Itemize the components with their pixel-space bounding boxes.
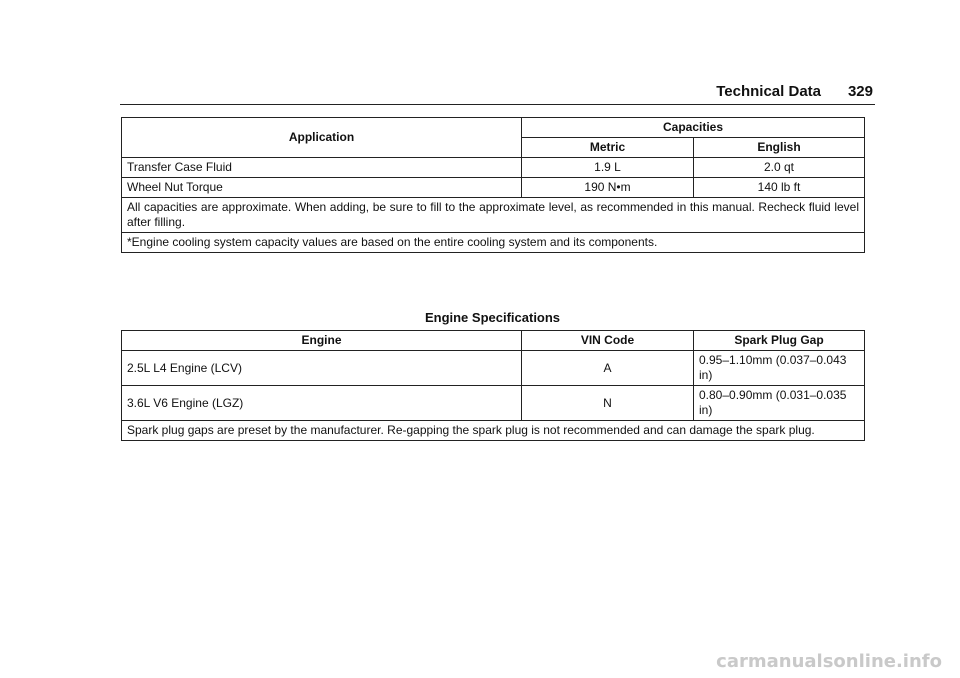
cooling-note: *Engine cooling system capacity values are based on the entire cooling system and its components. bbox=[122, 233, 865, 253]
english-cell: 140 lb ft bbox=[694, 178, 865, 198]
table-row bbox=[122, 351, 865, 386]
engine-cell: 3.6L V6 Engine (LGZ) bbox=[122, 386, 522, 421]
metric-header: Metric bbox=[522, 138, 694, 158]
engine-cell: 2.5L L4 Engine (LCV) bbox=[122, 351, 522, 386]
capacities-header: Capacities bbox=[522, 118, 865, 138]
vin-header: VIN Code bbox=[522, 331, 694, 351]
engine-specs-table bbox=[121, 330, 865, 441]
page-number: 329 bbox=[847, 83, 873, 100]
table-row bbox=[122, 158, 865, 178]
english-header: English bbox=[694, 138, 865, 158]
metric-cell: 190 N•m bbox=[522, 178, 694, 198]
engine-header: Engine bbox=[122, 331, 522, 351]
page-header bbox=[120, 82, 875, 105]
gap-header: Spark Plug Gap bbox=[694, 331, 865, 351]
gap-cell: 0.95–1.10mm (0.037–0.043 in) bbox=[694, 351, 865, 386]
vin-cell: N bbox=[522, 386, 694, 421]
watermark: carmanualsonline.info bbox=[716, 651, 942, 672]
capacities-table bbox=[121, 117, 865, 253]
table-header-row bbox=[122, 331, 865, 351]
table-row bbox=[122, 178, 865, 198]
application-cell: Transfer Case Fluid bbox=[122, 158, 522, 178]
note-row bbox=[122, 198, 865, 233]
english-cell: 2.0 qt bbox=[694, 158, 865, 178]
note-row bbox=[122, 233, 865, 253]
spark-plug-note: Spark plug gaps are preset by the manufacturer. Re-gapping the spark plug is not recommended and can damage the spark plug. bbox=[122, 421, 865, 441]
note-row bbox=[122, 421, 865, 441]
gap-cell: 0.80–0.90mm (0.031–0.035 in) bbox=[694, 386, 865, 421]
application-cell: Wheel Nut Torque bbox=[122, 178, 522, 198]
engine-specs-heading: Engine Specifications bbox=[424, 310, 561, 325]
application-header: Application bbox=[122, 118, 522, 158]
capacities-note: All capacities are approximate. When adding, be sure to fill to the approximate level, as recommended in this manual. Recheck fluid level after filling. bbox=[122, 198, 865, 233]
table-row bbox=[122, 386, 865, 421]
table-header-row bbox=[122, 118, 865, 138]
vin-cell: A bbox=[522, 351, 694, 386]
metric-cell: 1.9 L bbox=[522, 158, 694, 178]
section-title: Technical Data bbox=[716, 83, 821, 100]
